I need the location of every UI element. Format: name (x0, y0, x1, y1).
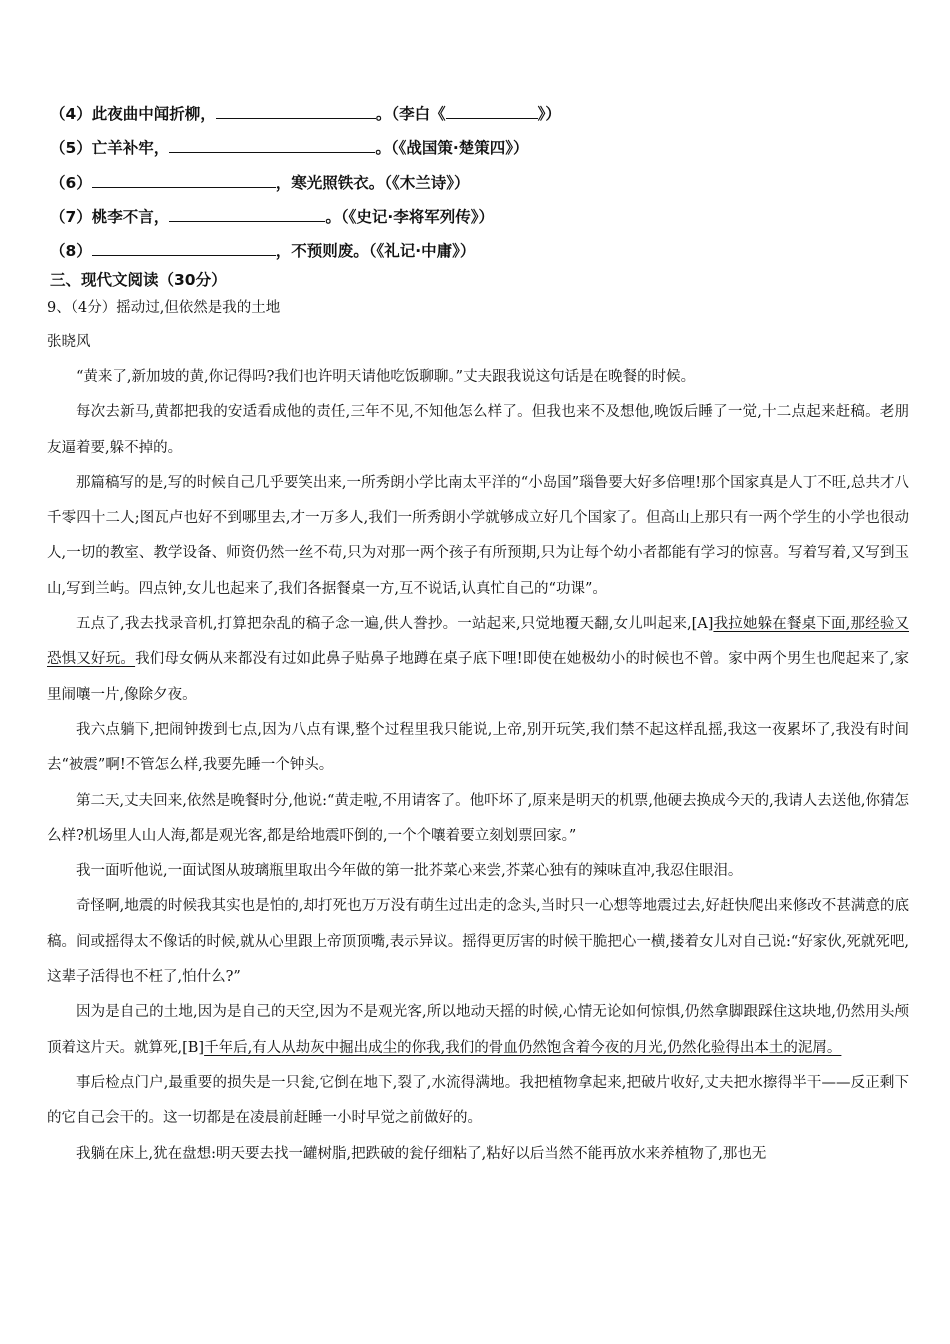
answer-blank[interactable] (169, 206, 325, 222)
item-number: （8） (50, 242, 92, 260)
answer-blank[interactable] (92, 172, 276, 188)
item-source: 。（《战国策·楚策四》） (375, 139, 529, 157)
paragraph: 奇怪啊,地震的时候我其实也是怕的,却打死也万万没有萌生过出走的念头,当时只一心想等地震过去,好赶快爬出来修改不甚满意的底稿。间或摇得太不像话的时候,就从心里跟上帝顶顶嘴,表示异议。摇得更厉害的时候干脆把心一横,搂着女儿对自己说:“好家伙,死就死吧,这辈子活得也不枉了,怕什么?” (47, 898, 909, 986)
paragraph: 我躺在床上,犹在盘想:明天要去找一罐树脂,把跌破的瓮仔细粘了,粘好以后当然不能再放水来养植物了,那也无 (76, 1145, 767, 1162)
item-prompt: 桃李不言， (91, 208, 170, 226)
article-body (47, 360, 909, 1172)
item-prompt: 此夜曲中闻折柳， (91, 105, 216, 123)
fill-blank-6 (50, 172, 470, 193)
paragraph: 我六点躺下,把闹钟拨到七点,因为八点有课,整个过程里我只能说,上帝,别开玩笑,我们禁不起这样乱摇,我这一夜累坏了,我没有时间去“被震”啊!不管怎么样,我要先睡一个钟头。 (47, 721, 909, 774)
section-title: 三、现代文阅读（30分） (50, 271, 227, 289)
paragraph: 那篇稿写的是,写的时候自己几乎要笑出来,一所秀朗小学比南太平洋的“小岛国”瑙鲁要大好多倍哩!那个国家真是人丁不旺,总共才八千零四十二人;图瓦卢也好不到哪里去,才一万多人,我们一所秀朗小学就够成立好几个国家了。但高山上那只有一两个学生的小学也很动人,一切的教室、教学设备、师资仍然一丝不苟,只为对那一两个孩子有所预期,只为让每个幼小者都能有学习的惊喜。写着写着,又写到玉山,写到兰屿。四点钟,女儿也起来了,我们各据餐桌一方,互不说话,认真忙自己的“功课”。 (47, 474, 909, 597)
paragraph-text: 我们母女俩从来都没有过如此鼻子贴鼻子地蹲在桌子底下哩!即使在她极幼小的时候也不曾。家中两个男生也爬起来了,家里闹嚷一片,像除夕夜。 (47, 651, 909, 703)
item-source-end: 》） (537, 105, 561, 123)
item-source: 。（李白《 (375, 105, 446, 123)
fill-blank-8 (50, 240, 475, 261)
paragraph: 我一面听他说,一面试图从玻璃瓶里取出今年做的第一批芥菜心来尝,芥菜心独有的辣味直冲,我忍住眼泪。 (76, 863, 743, 880)
paragraph: “黄来了,新加坡的黄,你记得吗?我们也许明天请他吃饭聊聊。”丈夫跟我说这句话是在晚餐的时候。 (76, 369, 696, 385)
underlined-sentence-b: 千年后,有人从劫灰中掘出成尘的你我,我们的骨血仍然饱含着今夜的月光,仍然化验得出本土的泥屑。 (204, 1039, 842, 1056)
fill-blank-7 (50, 206, 494, 227)
item-source: ，不预则废。（《礼记·中庸》） (275, 242, 476, 260)
item-number: （5） (50, 139, 92, 157)
paragraph-text: 五点了,我去找录音机,打算把杂乱的稿子念一遍,供人誊抄。一站起来,只觉地覆天翻,女儿叫起来,[A] (76, 616, 714, 633)
item-source: 。（《史记·李将军列传》） (325, 208, 494, 226)
answer-blank[interactable] (216, 103, 376, 119)
paragraph (47, 607, 909, 713)
question-header: 9、（4分）摇动过,但依然是我的土地 (47, 300, 281, 316)
item-number: （6） (50, 174, 92, 192)
paragraph (47, 995, 909, 1066)
answer-blank[interactable] (169, 137, 375, 153)
paragraph: 第二天,丈夫回来,依然是晚餐时分,他说:“黄走啦,不用请客了。他吓坏了,原来是明天的机票,他硬去换成今天的,我请人去送他,你猜怎么样?机场里人山人海,都是观光客,都是给地震吓倒的,一个个嚷着要立刻划票回家。” (47, 792, 909, 844)
answer-blank[interactable] (446, 103, 538, 119)
paragraph: 事后检点门户,最重要的损失是一只瓮,它倒在地下,裂了,水流得满地。我把植物拿起来,把破片收好,丈夫把水擦得半干——反正剩下的它自己会干的。这一切都是在凌晨前赶睡一小时早觉之前做好的。 (47, 1074, 909, 1127)
item-source: ，寒光照铁衣。（《木兰诗》） (275, 174, 470, 192)
fill-blank-4 (50, 103, 561, 124)
fill-blank-5 (50, 137, 528, 158)
item-number: （4） (50, 105, 92, 123)
item-prompt: 亡羊补牢， (91, 139, 170, 157)
answer-blank[interactable] (92, 240, 276, 256)
paragraph-text: 因为是自己的土地,因为是自己的天空,因为不是观光客,所以地动天摇的时候,心情无论如何惊惧,仍然拿脚跟踩住这块地,仍然用头颅顶着这片天。就算死,[B] (47, 1004, 909, 1056)
article-author: 张晓风 (47, 334, 91, 350)
paragraph: 每次去新马,黄都把我的安适看成他的责任,三年不见,不知他怎么样了。但我也来不及想他,晚饭后睡了一觉,十二点起来赶稿。老朋友逼着要,躲不掉的。 (47, 404, 909, 456)
item-number: （7） (50, 208, 92, 226)
underlined-sentence-a: 我拉她躲在餐桌下面,那经验又恐惧又好玩。 (47, 616, 910, 668)
